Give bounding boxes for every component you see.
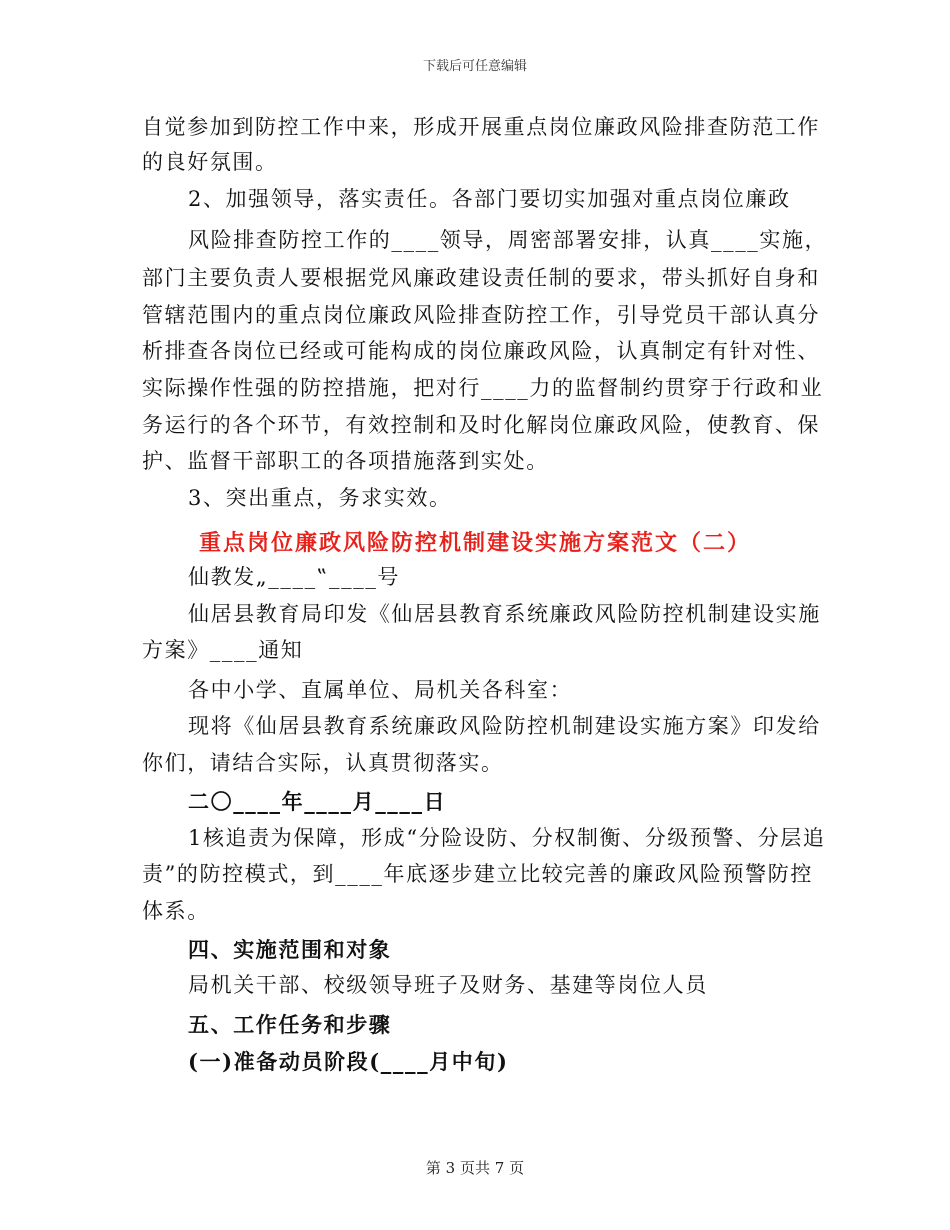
- body-line: 方案》____通知: [142, 638, 304, 662]
- body-line: 管辖范围内的重点岗位廉政风险排查防控工作，引导党员干部认真分: [142, 303, 820, 327]
- body-line: 局机关干部、校级领导班子及财务、基建等岗位人员: [188, 973, 708, 997]
- body-line: 析排查各岗位已经或可能构成的岗位廉政风险，认真制定有针对性、: [142, 339, 820, 363]
- body-line: 风险排查防控工作的____领导，周密部署安排，认真____实施，: [188, 228, 828, 252]
- body-line: 2、加强领导，落实责任。各部门要切实加强对重点岗位廉政: [188, 187, 791, 211]
- body-line: 务运行的各个环节，有效控制和及时化解岗位廉政风险，使教育、保: [142, 413, 820, 437]
- body-line: 自觉参加到防控工作中来，形成开展重点岗位廉政风险排查防范工作: [142, 115, 820, 139]
- body-line: 的良好氛围。: [142, 150, 278, 174]
- body-line: 1核追责为保障，形成“分险设防、分权制衡、分级预警、分层追: [188, 826, 826, 850]
- body-line: 实际操作性强的防控措施，把对行____力的监督制约贯穿于行政和业: [142, 376, 824, 400]
- heading: (一)准备动员阶段(____月中旬): [188, 1049, 509, 1074]
- body-line: 3、突出重点，务求实效。: [188, 486, 452, 510]
- heading: 四、实施范围和对象: [188, 937, 392, 962]
- body-line: 仙居县教育局印发《仙居县教育系统廉政风险防控机制建设实施: [188, 602, 821, 626]
- body-line: 各中小学、直属单位、局机关各科室：: [188, 678, 573, 702]
- section-title: 重点岗位廉政风险防控机制建设实施方案范文（二）: [198, 530, 751, 556]
- page-header: 下载后可任意编辑: [422, 59, 527, 74]
- body-line: 体系。: [142, 899, 210, 923]
- body-line: 护、监督干部职工的各项措施落到实处。: [142, 449, 549, 473]
- heading: 五、工作任务和步骤: [188, 1012, 392, 1037]
- body-line: 部门主要负责人要根据党风廉政建设责任制的要求，带头抓好自身和: [142, 266, 820, 290]
- body-line: 你们，请结合实际，认真贯彻落实。: [142, 751, 504, 775]
- date-line: 二〇____年____月____日: [188, 789, 447, 814]
- body-line: 现将《仙居县教育系统廉政风险防控机制建设实施方案》印发给: [188, 714, 821, 738]
- body-line: 仙教发„____‟____号: [188, 565, 401, 589]
- page-footer: 第 3 页共 7 页: [425, 1159, 525, 1177]
- body-line: 责”的防控模式，到____年底逐步建立比较完善的廉政风险预警防控: [142, 862, 813, 886]
